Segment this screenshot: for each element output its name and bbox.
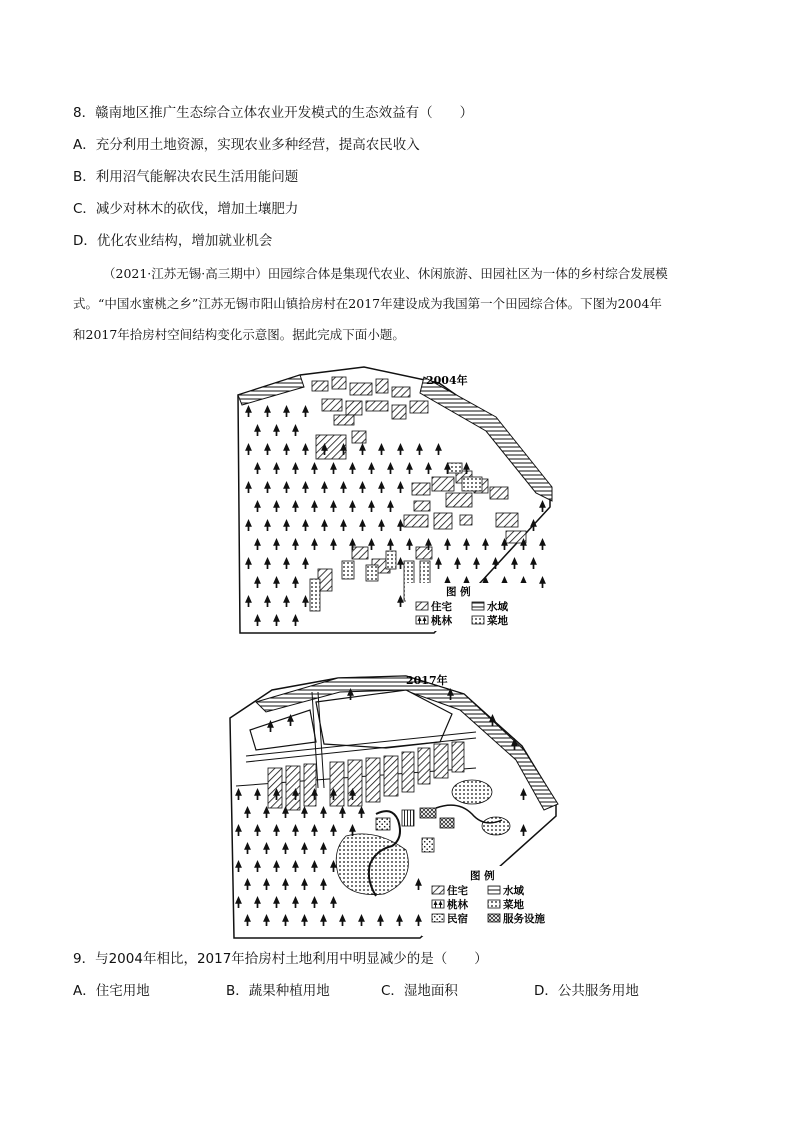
legend-water: 水域 bbox=[503, 885, 524, 897]
legend-swatch-water bbox=[488, 886, 500, 894]
question-8-option-d: D．优化农业结构，增加就业机会 bbox=[73, 233, 273, 249]
legend-swatch-service bbox=[488, 914, 500, 922]
question-9-option-c: C．湿地面积 bbox=[381, 983, 458, 999]
legend-peach: 桃林 bbox=[431, 615, 452, 627]
legend-residential: 住宅 bbox=[447, 885, 468, 897]
legend-residential: 住宅 bbox=[431, 601, 452, 613]
peach-tree-icon bbox=[511, 557, 518, 569]
legend-vegetable: 菜地 bbox=[487, 615, 508, 627]
question-8-option-a: A．充分利用土地资源，实现农业多种经营，提高农民收入 bbox=[73, 137, 420, 153]
legend-swatch-peach bbox=[432, 900, 444, 908]
legend-water: 水域 bbox=[487, 601, 508, 613]
legend-service: 服务设施 bbox=[503, 913, 545, 925]
legend-title: 图 例 bbox=[470, 870, 495, 882]
map-2017 bbox=[226, 668, 570, 940]
legend-swatch-vegetable bbox=[488, 900, 500, 908]
legend-swatch-peach bbox=[416, 616, 428, 624]
legend-vegetable: 菜地 bbox=[503, 899, 524, 911]
question-8-stem: 8．赣南地区推广生态综合立体农业开发模式的生态效益有（ ） bbox=[73, 105, 474, 121]
legend-homestay: 民宿 bbox=[447, 913, 468, 925]
peach-tree-icon bbox=[530, 557, 537, 569]
legend-swatch-homestay bbox=[432, 914, 444, 922]
map-2004-legend bbox=[406, 583, 534, 631]
material-line-2: 式。“中国水蜜桃之乡”江苏无锡市阳山镇拾房村在2017年建设成为我国第一个田园综合体。下图为2004年 bbox=[73, 296, 662, 311]
question-9-option-d: D．公共服务用地 bbox=[534, 983, 639, 999]
question-9-option-a: A．住宅用地 bbox=[73, 983, 150, 999]
peach-tree-icon bbox=[539, 538, 546, 550]
material-line-1: （2021·江苏无锡·高三期中）田园综合体是集现代农业、休闲旅游、田园社区为一体的乡村综合发展模 bbox=[103, 266, 668, 281]
map-2004 bbox=[234, 365, 564, 637]
legend-swatch-residential bbox=[432, 886, 444, 894]
map-2004-title: 2004年 bbox=[426, 374, 468, 387]
question-9-stem: 9．与2004年相比，2017年拾房村土地利用中明显减少的是（ ） bbox=[73, 951, 488, 967]
map-2017-legend bbox=[422, 866, 570, 936]
legend-swatch-residential bbox=[416, 602, 428, 610]
peach-tree-icon bbox=[539, 576, 546, 588]
material-line-3: 和2017年拾房村空间结构变化示意图。据此完成下面小题。 bbox=[73, 327, 405, 342]
question-8-option-b: B．利用沼气能解决农民生活用能问题 bbox=[73, 169, 299, 185]
map-2017-title: 2017年 bbox=[406, 674, 448, 687]
question-8-option-c: C．减少对林木的砍伐，增加土壤肥力 bbox=[73, 201, 299, 217]
question-9-option-b: B．蔬果种植用地 bbox=[226, 983, 330, 999]
legend-title: 图 例 bbox=[446, 586, 471, 598]
legend-swatch-vegetable bbox=[472, 616, 484, 624]
legend-swatch-water bbox=[472, 602, 484, 610]
legend-peach: 桃林 bbox=[447, 899, 468, 911]
